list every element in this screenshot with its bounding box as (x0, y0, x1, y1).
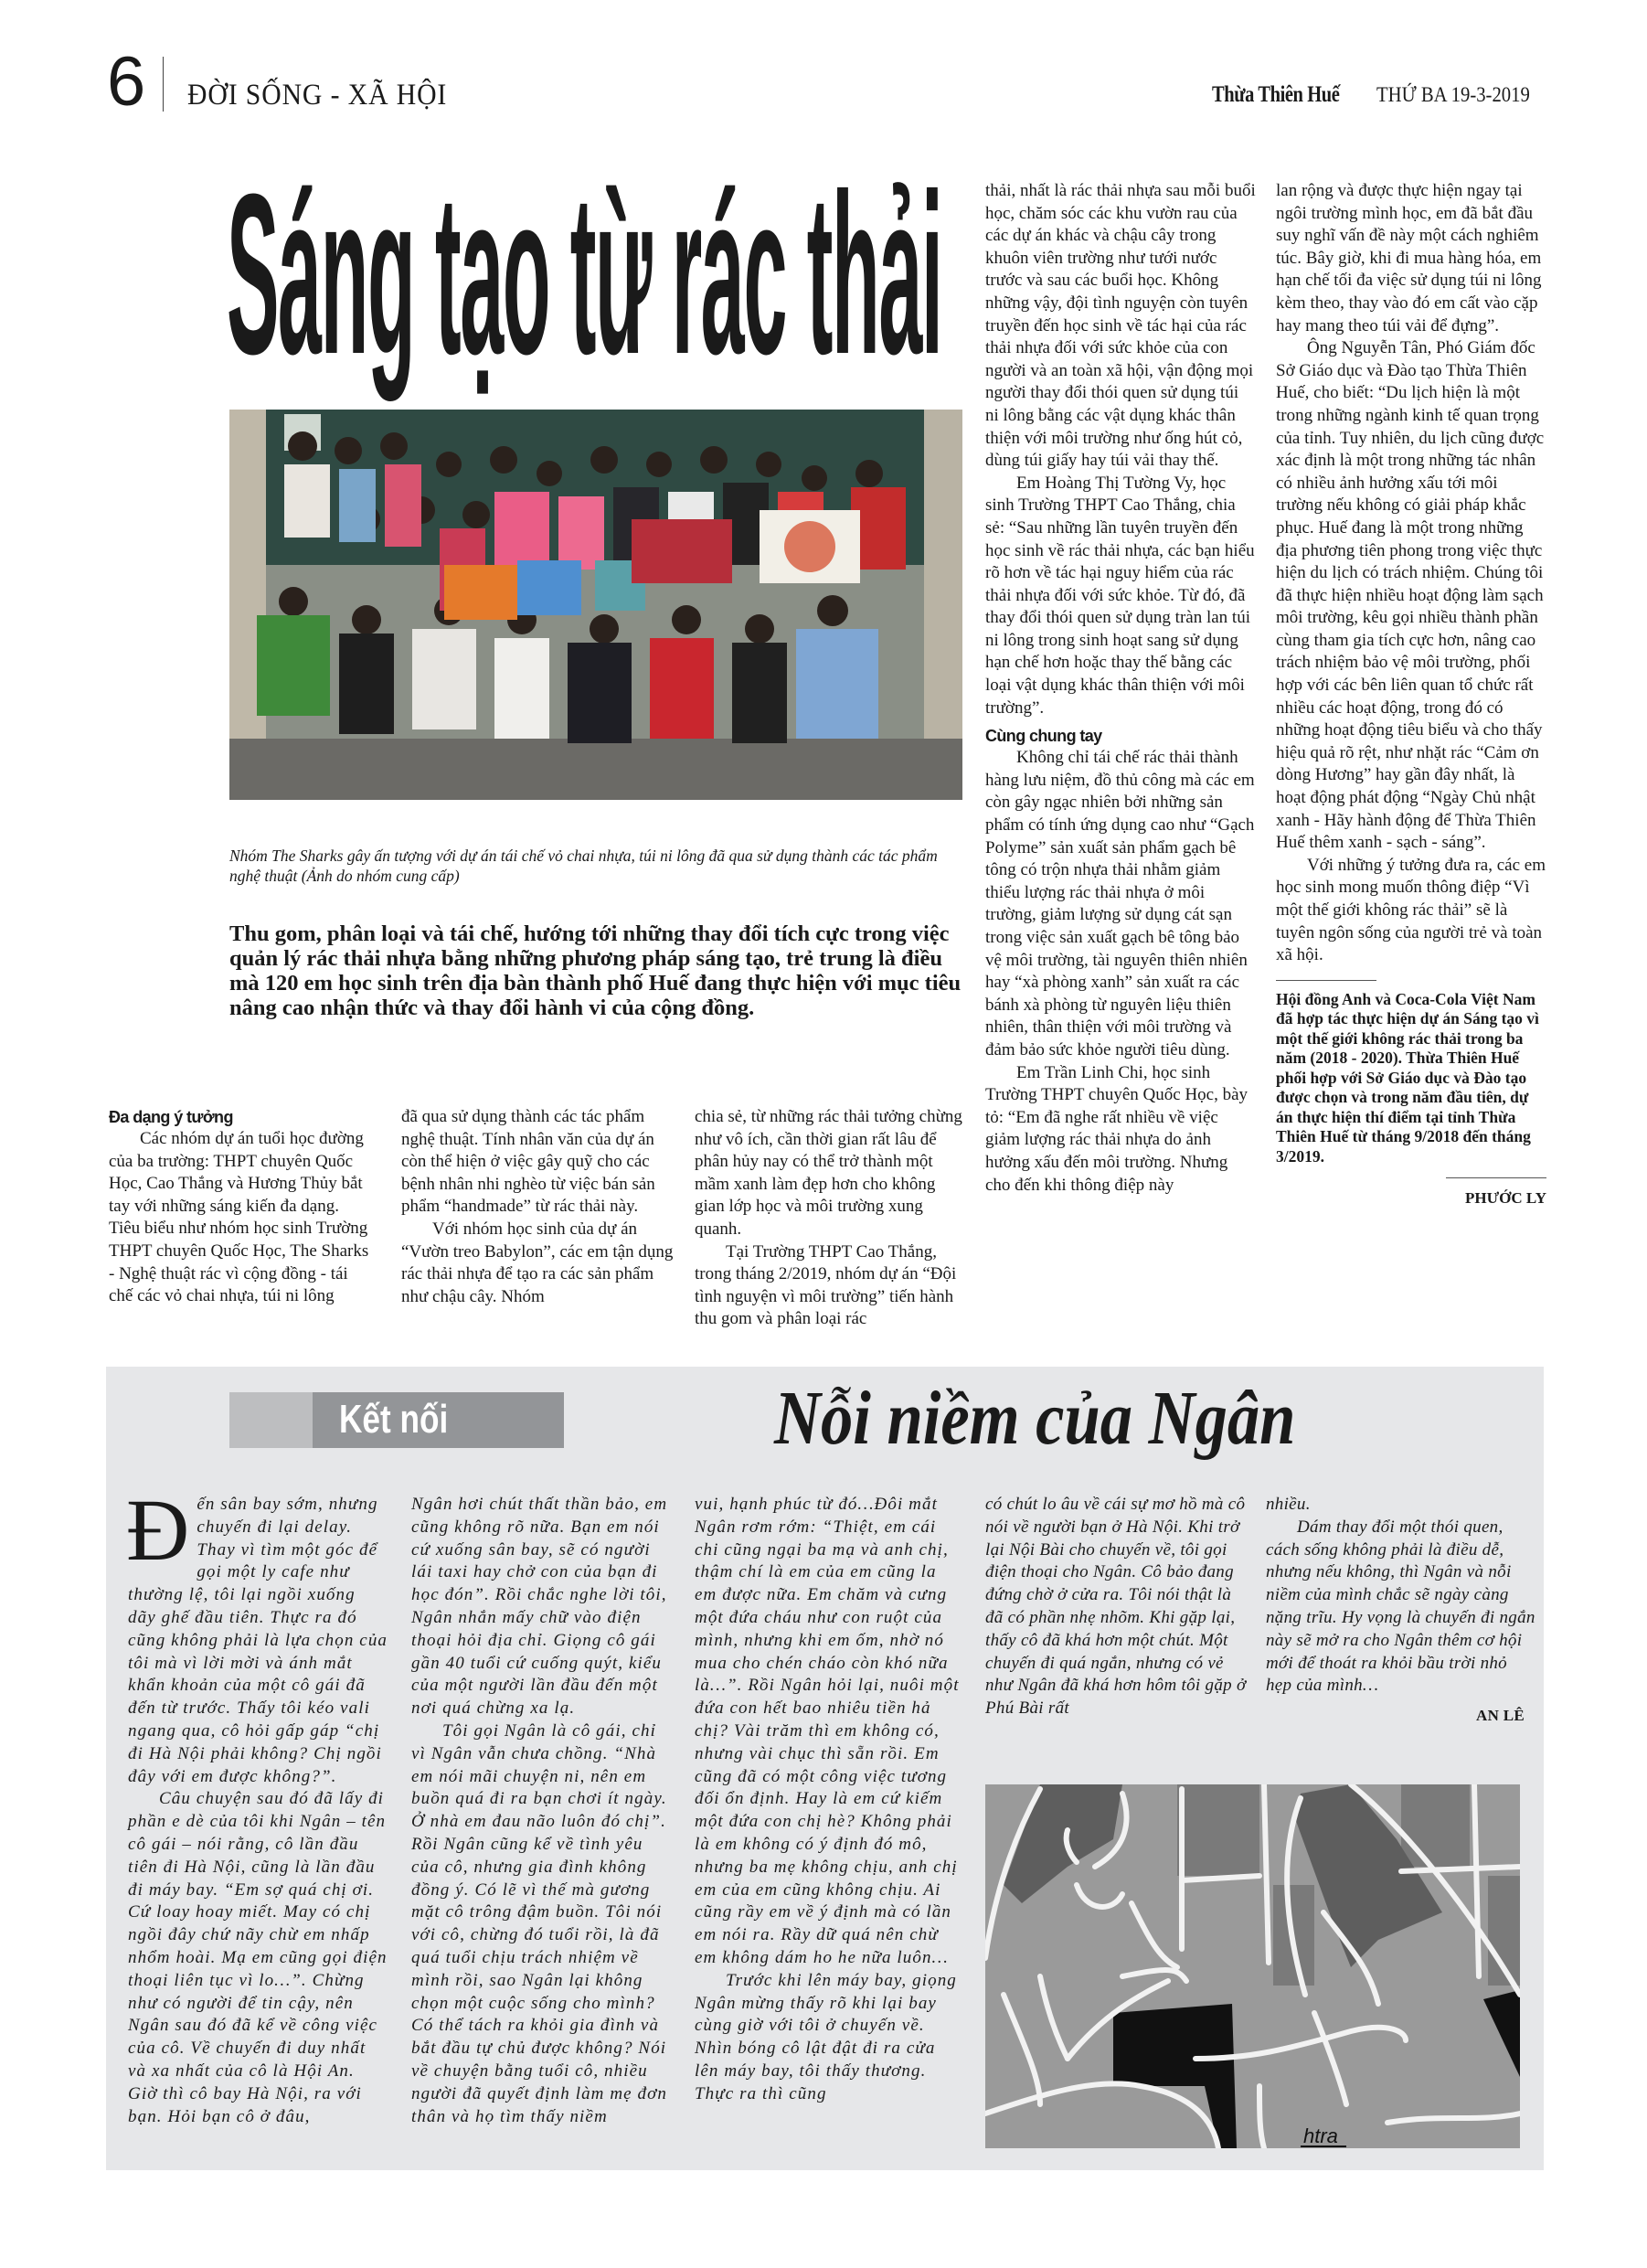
paragraph: Tại Trường THPT Cao Thắng, trong tháng 2/2019, nhóm dự án “Đội tình nguyện vì môi trường” tiến hành thu gom và phân loại rác (695, 1241, 957, 1329)
paragraph: thải, nhất là rác thải nhựa sau mỗi buổi học, chăm sóc các khu vườn rau của các dự án khác và chậu cây trong khuôn viên trường như tưới nước trước và sau các buổi học. Không những vậy, đội tình nguyện còn tuyên truyền đến học sinh về tác hại của rác thải nhựa đối với sức khỏe của con người và an toàn xã hội, vận động mọi người thay đổi thói quen sử dụng túi ni lông bằng các vật dụng khác thân thiện với môi trường như ống hút cỏ, dùng túi giấy hay túi vải thay thế. (985, 181, 1256, 471)
article-column-3 (695, 1106, 963, 1331)
divider (1276, 980, 1376, 981)
illustration-signature: htra (1303, 2124, 1338, 2147)
paragraph: chia sẻ, từ những rác thải tưởng chừng như vô ích, cần thời gian rất lâu để phân hủy nay có thể trở thành một mầm xanh làm đẹp hơn cho không gian lớp học và môi trường xung quanh. (695, 1107, 962, 1239)
paragraph: Em Trần Linh Chi, học sinh Trường THPT chuyên Quốc Học, bày tỏ: “Em đã nghe rất nhiều về việc giảm lượng rác thải nhựa do ảnh hưởng xấu đến môi trường. Nhưng cho đến khi thông điệp này (985, 1062, 1249, 1195)
story-column-2 (411, 1494, 675, 2128)
paragraph (126, 1481, 388, 1788)
paragraph: Em Hoàng Thị Tường Vy, học sinh Trường THPT Cao Thắng, chia sẻ: “Sau những lần tuyên truyền đến học sinh về rác thải nhựa, các bạn hiểu rõ hơn về tác hại nguy hiểm của rác thải nhựa đối với sức khỏe. Từ đó, đã thay đổi thói quen sử dụng tràn lan túi ni lông trong sinh hoạt sang sử dụng hạn chế hơn hoặc thay thế bằng các loại vật dụng khác thân thiện với môi trường”. (985, 473, 1255, 718)
story-column-3 (695, 1494, 960, 2106)
photo-caption: Nhóm The Sharks gây ấn tượng với dự án tái chế vỏ chai nhựa, túi ni lông đã qua sử dụng thành các tác phẩm nghệ thuật (Ảnh do nhóm cung cấp) (229, 847, 938, 885)
info-box: Hội đồng Anh và Coca-Cola Việt Nam đã hợp tác thực hiện dự án Sáng tạo vì một thế giới không rác thải trong ba năm (2018 - 2020). Thừa Thiên Huế phối hợp với Sở Giáo dục và Đào tạo được chọn và trong năm đầu tiên, dự án thực hiện thí điểm tại tỉnh Thừa Thiên Huế từ tháng 9/2018 đến tháng 3/2019. (1276, 989, 1539, 1166)
paragraph: vui, hạnh phúc từ đó…Đôi mắt Ngân rơm rớm: “Thiệt, em cái chi cũng ngại ba mạ và anh chị, thậm chí là em của em cũng la em được nữa. Em chăm và cưng một đứa cháu như con ruột của mình, nhưng khi em ốm, nhờ nó mua cho chén cháo còn khó nữa là…”. Rồi Ngân hỏi lại, nuôi một đứa con hết bao nhiêu tiền hả chị? Vài trăm thì em không có, nhưng vài chục thì sẵn rồi. Em cũng đã có một công việc tương đối ổn định. Hay là em cứ kiếm một đứa con chị hè? Không phải là em không có ý định đó mô, nhưng ba mẹ không chịu, anh chị em của em cũng không chịu. Ai cũng rầy em về ý định mà có lần em nói ra. Rầy dữ quá nên chừ em không dám ho he nữa luôn… (695, 1495, 960, 1967)
paragraph: Ngân hơi chút thất thần bảo, em cũng không rõ nữa. Bạn em nói cứ xuống sân bay, sẽ có người lái taxi hay chở con của bạn đi học đón”. Rồi chắc nghe lời tôi, Ngân nhắn mấy chữ vào điện thoại hỏi địa chỉ. Giọng cô gái gần 40 tuổi cứ cuống quýt, kiểu của một người lần đầu đến một nơi quá chừng xa lạ. (411, 1495, 668, 1719)
header-divider (163, 57, 164, 112)
paragraph: Trước khi lên máy bay, giọng Ngân mừng thấy rõ khi lại bay cùng giờ với tôi ở chuyến về. Nhìn bóng cô lật đật đi ra cửa lên máy bay, tôi thấy thương. Thực ra thì cũng (695, 1970, 957, 2103)
story-column-4 (985, 1494, 1252, 1720)
paragraph-text: ến sân bay sớm, nhưng chuyến đi lại delay. Thay vì tìm một góc để gọi một ly cafe như thường lệ, tôi lại ngồi xuống dãy ghế đầu tiên. Thực ra đó cũng không phải là lựa chọn của tôi mà vì lời mời và ánh mắt khẩn khoản của một cô gái đã đến từ trước. Thấy tôi kéo vali ngang qua, cô hỏi gấp gáp “chị đi Hà Nội phải không? Chị ngồi đây với em được không?”. (128, 1495, 388, 1786)
paragraph: Với nhóm học sinh của dự án “Vườn treo Babylon”, các em tận dụng rác thải nhựa để tạo ra các sản phẩm như chậu cây. Nhóm (401, 1219, 674, 1306)
tag-accent (229, 1392, 313, 1448)
tag-label: Kết nối (339, 1397, 449, 1442)
paragraph: Không chỉ tái chế rác thải thành hàng lưu niệm, đồ thủ công mà các em còn gây ngạc nhiên bởi những sản phẩm có tính ứng dụng cao như “Gạch Polyme” sản xuất sản phẩm gạch bê tông có trộn nhựa thải nhằm giảm thiểu lượng rác thải nhựa ở môi trường, giảm lượng sử dụng cát sạn trong việc sản xuất gạch bê tông bảo vệ môi trường, tài nguyên thiên nhiên hay “xà phòng xanh” sản xuất ra các bánh xà phòng từ nguyên liệu thiên nhiên, thân thiện với môi trường và đảm bảo sức khỏe người tiêu dùng. (985, 748, 1255, 1059)
column-tag (229, 1392, 564, 1448)
page-number: 6 (107, 43, 146, 121)
paragraph: Ông Nguyễn Tân, Phó Giám đốc Sở Giáo dục và Đào tạo Thừa Thiên Huế, cho biết: “Du lịch hiện là một trong những ngành kinh tế quan trọng của tỉnh. Tuy nhiên, du lịch cũng được xác định là một trong những tác nhân có nhiều ảnh hưởng xấu tới môi trường nếu không có giải pháp khắc phục. Huế đang là một trong những địa phương tiên phong trong việc thực hiện du lịch có trách nhiệm. Chúng tôi đã thực hiện nhiều hoạt động làm sạch môi trường, kêu gọi nhiều thành phần cùng tham gia tích cực hơn, nâng cao trách nhiệm bảo vệ môi trường, phối hợp với các bên liên quan tổ chức rất nhiều các hoạt động, trong đó có những hoạt động tiêu biểu và cho thấy hiệu quả rõ rệt, như nhặt rác “Cảm ơn dòng Hương” hay gần đây nhất, là hoạt động phát động “Ngày Chủ nhật xanh - Hãy hành động để Thừa Thiên Huế thêm xanh - sạch - sáng”. (1276, 338, 1545, 853)
story-column-5 (1266, 1494, 1535, 1728)
article-headline: Sáng tạo từ rác thải (227, 146, 942, 401)
author-byline: AN LÊ (1476, 1707, 1525, 1725)
paragraph: Tôi gọi Ngân là cô gái, chỉ vì Ngân vẫn chưa chồng. “Nhà em nói mãi chuyện ni, nên em buồn quá đi ra bạn chơi ít ngày. Ở nhà em đau não luôn đó chị”. Rồi Ngân cũng kể về tình yêu của cô, nhưng gia đình không đồng ý. Có lẽ vì thế mà gương mặt cô trông đậm buồn. Tôi nói với cô, chừng đó tuổi rồi, là đã quá tuổi chịu trách nhiệm về mình rồi, sao Ngân lại không chọn một cuộc sống cho mình? Có thể tách ra khỏi gia đình và bắt đầu tự chủ được không? Nói về chuyện bằng tuổi cô, nhiều người đã quyết định làm mẹ đơn thân và họ tìm thấy niềm (411, 1720, 667, 2126)
paragraph: Với những ý tưởng đưa ra, các em học sinh mong muốn thông điệp “Vì một thế giới không rác thải” sẽ là tuyên ngôn sống của người trẻ và toàn xã hội. (1276, 855, 1546, 965)
subheading: Đa dạng ý tưởng (109, 1108, 233, 1126)
section-title: ĐỜI SỐNG - XÃ HỘI (187, 79, 448, 112)
paragraph: Dám thay đổi một thói quen, cách sống không phải là điều dễ, nhưng nếu không, thì Ngân và nỗi niềm của mình chắc sẽ ngày càng nặng trĩu. Hy vọng là chuyến đi ngắn này sẽ mở ra cho Ngân thêm cơ hội mới để thoát ra khỏi bầu trời nhỏ hẹp của mình… (1266, 1517, 1535, 1696)
author-byline: PHƯỚC LY (1465, 1189, 1546, 1208)
article-lead: Thu gom, phân loại và tái chế, hướng tới những thay đổi tích cực trong việc quản lý rác thải nhựa bằng những phương pháp sáng tạo, trẻ trung là điều mà 120 em học sinh trên địa bàn thành phố Huế đang thực hiện với mục tiêu nâng cao nhận thức và thay đổi hành vi của cộng đồng. (229, 921, 962, 1020)
paragraph: có chút lo âu về cái sự mơ hồ mà cô nói về người bạn ở Hà Nội. Khi trở lại Nội Bài cho chuyến về, tôi gọi điện thoại cho Ngân. Cô bảo đang đứng chờ ở cửa ra. Tôi nói thật là đã có phần nhẹ nhõm. Khi gặp lại, thấy cô đã khá hơn một chút. Một chuyến đi quá ngắn, nhưng có vẻ như Ngân đã khá hơn hôm tôi gặp ở Phú Bài rất (985, 1495, 1247, 1719)
subheading: Cùng chung tay (985, 727, 1102, 746)
article-column-2 (401, 1106, 674, 1308)
paragraph: Các nhóm dự án tuổi học đường của ba trường: THPT chuyên Quốc Học, Cao Thắng và Hương Thủy bắt tay với những sáng kiến đa dạng. Tiêu biểu như nhóm học sinh Trường THPT chuyên Quốc Học, The Sharks - Nghệ thuật rác vì cộng đồng - tái chế các vỏ chai nhựa, túi ni lông (109, 1129, 369, 1306)
story-column-1 (126, 1481, 388, 2128)
paragraph: lan rộng và được thực hiện ngay tại ngôi trường mình học, em đã bắt đầu suy nghĩ vấn đề này một cách nghiêm túc. Bây giờ, khi đi mua hàng hóa, em hạn chế tối đa việc sử dụng túi ni lông kèm theo, thay vào đó em cất vào cặp hay mang theo túi vải để đựng”. (1276, 181, 1542, 335)
newspaper-name: Thừa Thiên Huế (1212, 82, 1340, 107)
issue-date: THỨ BA 19-3-2019 (1376, 83, 1530, 106)
story-illustration (985, 1784, 1520, 2148)
drop-cap: Đ (126, 1481, 190, 1579)
group-photo (229, 410, 962, 800)
article-column-5 (1276, 180, 1546, 1210)
article-column-1 (109, 1106, 374, 1308)
paragraph: Câu chuyện sau đó đã lấy đi phần e dè của tôi khi Ngân – tên cô gái – nói rằng, cô lần đầu tiên đi Hà Nội, cũng là lần đầu đi máy bay. “Em sợ quá chị ơi. Cứ loay hoay miết. May có chị ngồi đây chứ nãy chừ em nhấp nhổm hoài. Mạ em cũng gọi điện thoại liên tục vì lo…”. Chừng như có người để tin cậy, nên Ngân sau đó đã kể về công việc của cô. Về chuyến đi duy nhất và xa nhất của cô là Hội An. Giờ thì cô bay Hà Nội, ra với bạn. Hỏi bạn cô ở đâu, (128, 1789, 388, 2126)
divider (1446, 1177, 1546, 1178)
paragraph: đã qua sử dụng thành các tác phẩm nghệ thuật. Tính nhân văn của dự án còn thể hiện ở việc gây quỹ cho các bệnh nhân nhi nghèo từ việc bán sản phẩm “handmade” từ rác thải này. (401, 1107, 655, 1217)
article-column-4 (985, 180, 1256, 1197)
paragraph: nhiều. (1266, 1495, 1311, 1514)
story-title: Nỗi niềm của Ngân (774, 1376, 1296, 1461)
